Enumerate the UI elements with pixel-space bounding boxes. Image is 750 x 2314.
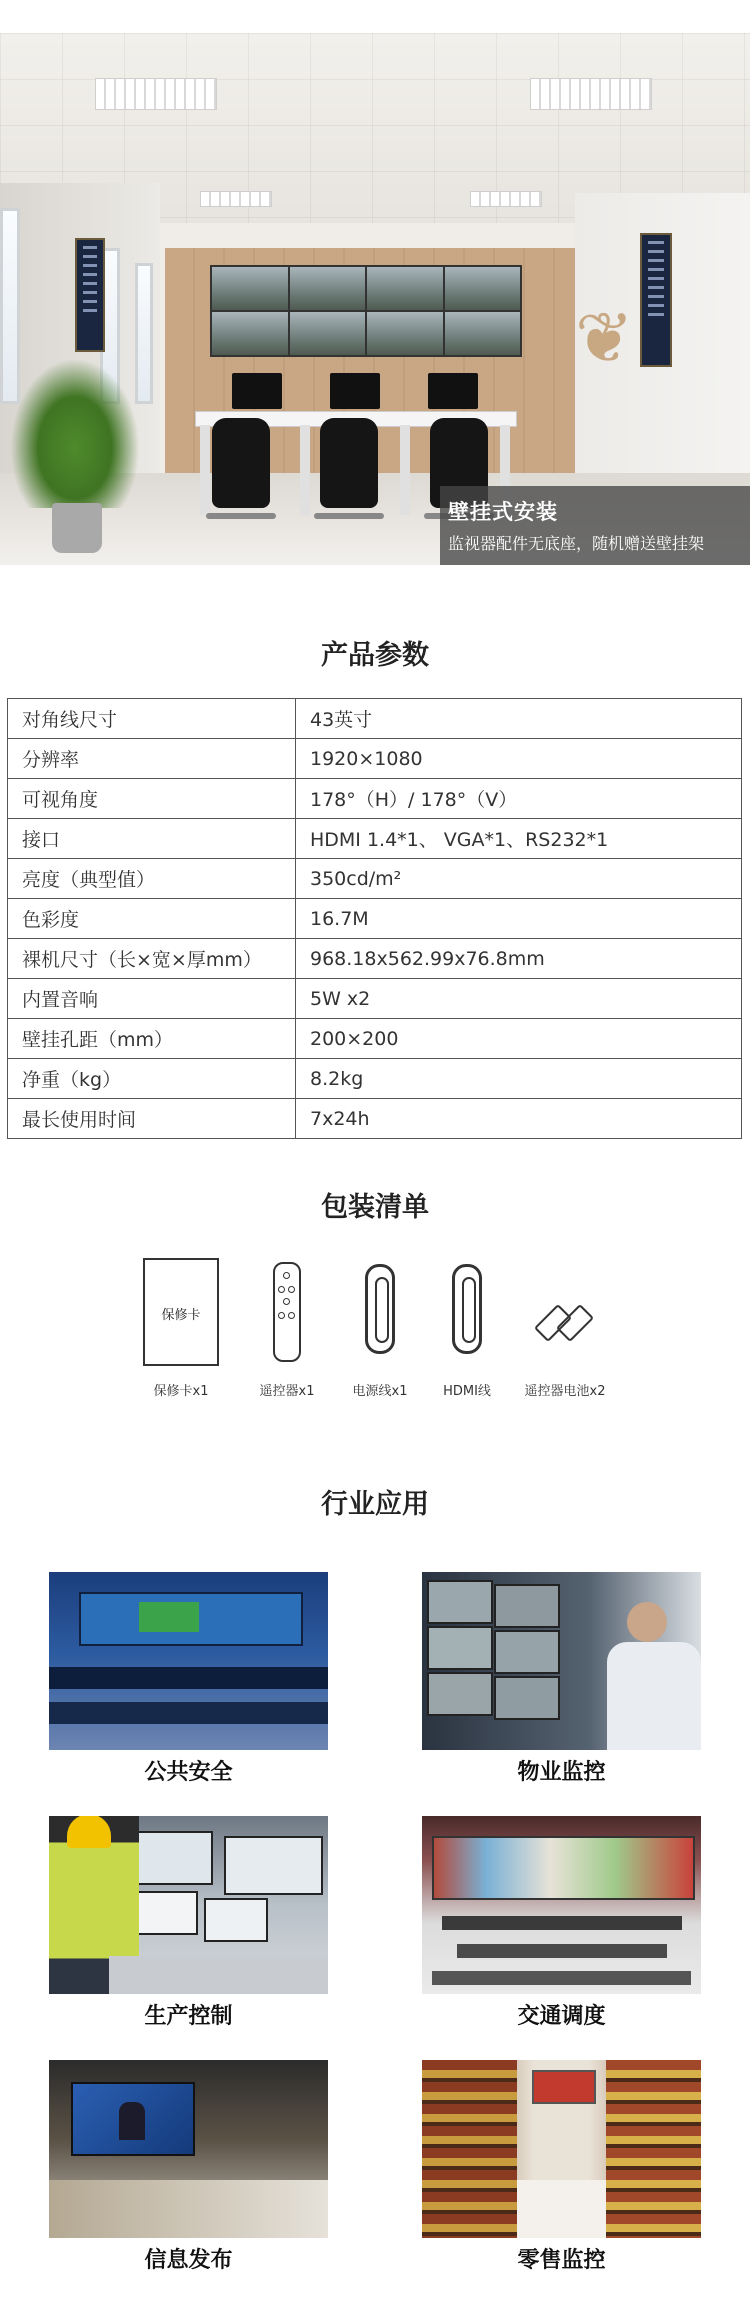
ceiling-light <box>530 78 652 110</box>
industry-label: 生产控制 <box>144 2004 233 2029</box>
table-row <box>8 859 742 899</box>
industry-image-property-surveillance <box>422 1572 701 1750</box>
hero-caption-subtitle: 监视器配件无底座，随机赠送壁挂架 <box>448 534 705 553</box>
package-item-hdmi-cable <box>432 1258 502 1399</box>
spec-value: 5W x2 <box>296 979 742 1019</box>
industry-image-public-safety <box>49 1572 328 1750</box>
table-row <box>8 819 742 859</box>
office-chair <box>212 418 270 508</box>
industry-label: 交通调度 <box>517 2004 606 2029</box>
package-item-label: HDMI线 <box>443 1384 491 1399</box>
power-cable-icon <box>365 1264 395 1354</box>
industry-section-title: 行业应用 <box>321 1489 429 1520</box>
industry-image-information-display <box>49 2060 328 2238</box>
desk-monitor <box>330 373 380 409</box>
spec-key: 内置音响 <box>8 979 296 1019</box>
spec-value: HDMI 1.4*1、 VGA*1、RS232*1 <box>296 819 742 859</box>
ceiling-light <box>470 191 542 207</box>
industry-label: 零售监控 <box>517 2248 606 2273</box>
warranty-card-text: 保修卡 <box>161 1308 201 1323</box>
table-row <box>8 779 742 819</box>
spec-value: 178°（H）/ 178°（V） <box>296 779 742 819</box>
table-row <box>8 939 742 979</box>
potted-plant <box>10 358 140 508</box>
industry-label: 公共安全 <box>144 1760 233 1785</box>
spec-section-title: 产品参数 <box>321 640 429 671</box>
spec-key: 接口 <box>8 819 296 859</box>
table-row <box>8 1019 742 1059</box>
package-section-title: 包装清单 <box>321 1192 429 1223</box>
spec-value: 7x24h <box>296 1099 742 1139</box>
package-item-label: 电源线x1 <box>352 1384 408 1399</box>
ceiling-light <box>95 78 217 110</box>
package-item-label: 遥控器x1 <box>259 1384 315 1399</box>
table-row <box>8 899 742 939</box>
package-item-remote <box>252 1258 322 1399</box>
industry-image-traffic-dispatch <box>422 1816 701 1994</box>
table-row <box>8 699 742 739</box>
spec-key: 对角线尺寸 <box>8 699 296 739</box>
battery-icon <box>525 1258 605 1368</box>
world-map-decor: ❦ <box>575 297 634 379</box>
ceiling-light <box>200 191 272 207</box>
office-chair <box>320 418 378 508</box>
spec-key: 净重（kg） <box>8 1059 296 1099</box>
package-item-warranty-card <box>138 1258 224 1399</box>
notice-board <box>75 238 105 352</box>
spec-value: 16.7M <box>296 899 742 939</box>
spec-table <box>7 698 742 1139</box>
spec-key: 可视角度 <box>8 779 296 819</box>
table-row <box>8 1059 742 1099</box>
industry-label: 物业监控 <box>517 1760 606 1785</box>
spec-key: 亮度（典型值） <box>8 859 296 899</box>
spec-key: 壁挂孔距（mm） <box>8 1019 296 1059</box>
package-item-batteries <box>524 1258 606 1399</box>
hero-banner <box>0 33 750 565</box>
desk-monitor <box>428 373 478 409</box>
video-wall <box>210 265 522 357</box>
hero-caption-title: 壁挂式安装 <box>448 500 558 524</box>
spec-value: 200×200 <box>296 1019 742 1059</box>
spec-value: 968.18x562.99x76.8mm <box>296 939 742 979</box>
table-row <box>8 739 742 779</box>
spec-value: 1920×1080 <box>296 739 742 779</box>
spec-value: 8.2kg <box>296 1059 742 1099</box>
hero-caption <box>440 486 750 565</box>
spec-key: 分辨率 <box>8 739 296 779</box>
package-item-label: 遥控器电池x2 <box>524 1384 606 1399</box>
notice-board <box>640 233 672 367</box>
package-item-power-cable <box>345 1258 415 1399</box>
industry-image-production-control <box>49 1816 328 1994</box>
industry-label: 信息发布 <box>144 2248 233 2273</box>
table-row <box>8 979 742 1019</box>
plant-pot <box>52 503 102 553</box>
warranty-card-icon <box>143 1258 219 1366</box>
hdmi-cable-icon <box>452 1264 482 1354</box>
spec-key: 色彩度 <box>8 899 296 939</box>
desk-monitor <box>232 373 282 409</box>
spec-key: 裸机尺寸（长×宽×厚mm） <box>8 939 296 979</box>
table-row <box>8 1099 742 1139</box>
spec-key: 最长使用时间 <box>8 1099 296 1139</box>
remote-icon <box>273 1262 301 1362</box>
spec-value: 43英寸 <box>296 699 742 739</box>
spec-value: 350cd/m² <box>296 859 742 899</box>
industry-image-retail-surveillance <box>422 2060 701 2238</box>
package-item-label: 保修卡x1 <box>153 1384 209 1399</box>
